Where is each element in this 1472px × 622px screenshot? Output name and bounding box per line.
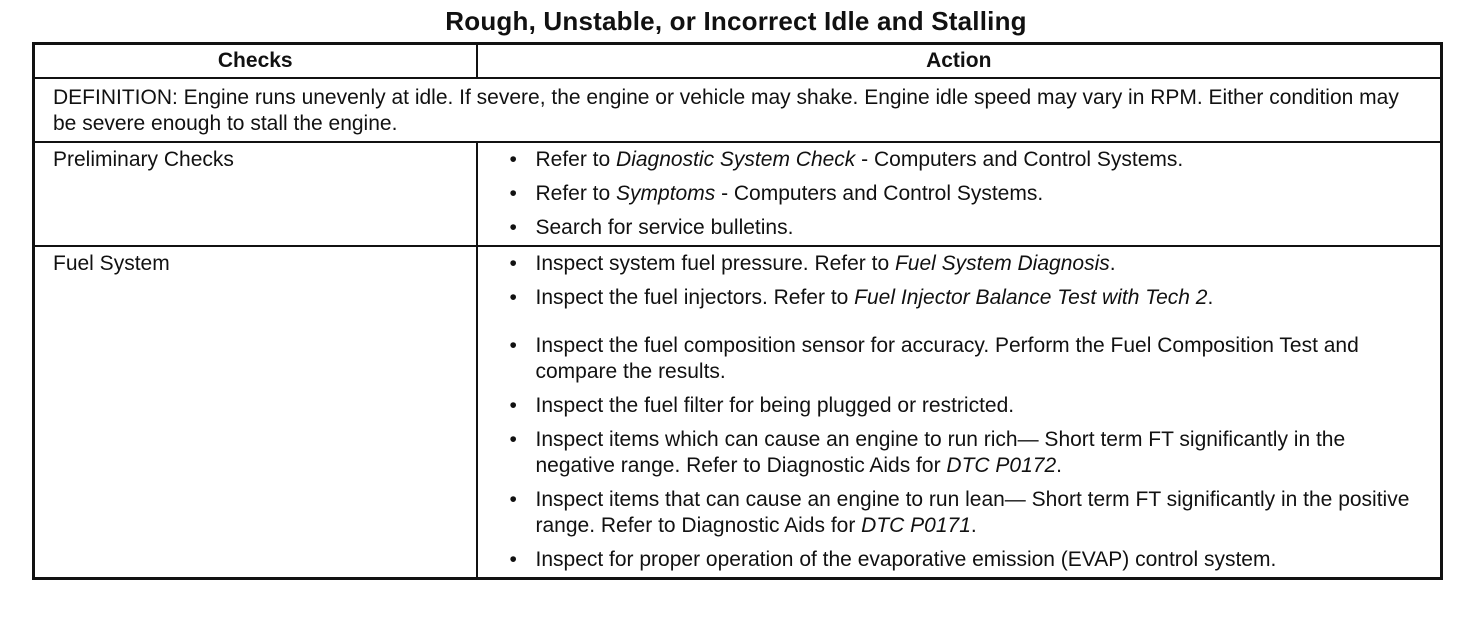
- action-text: Inspect system fuel pressure. Refer to: [535, 252, 895, 275]
- action-list: [510, 147, 1427, 241]
- definition-text: DEFINITION: Engine runs unevenly at idle. If severe, the engine or vehicle may shake. Engine idle speed may vary in RPM. Either condition may be severe enough to stall the engine.: [34, 78, 1442, 142]
- action-text-suffix: - Computers and Control Systems.: [855, 148, 1184, 171]
- bullet-icon: •: [509, 252, 517, 275]
- list-item: [510, 393, 1427, 419]
- action-text: Inspect items which can cause an engine to run rich— Short term FT significantly in the negative range. Refer to Diagnostic Aids for: [535, 428, 1346, 477]
- list-item: [510, 215, 1427, 241]
- action-reference: Symptoms: [616, 182, 716, 205]
- action-text-suffix: - Computers and Control Systems.: [715, 182, 1044, 205]
- check-name: Fuel System: [34, 246, 477, 579]
- list-item: [510, 147, 1427, 173]
- action-reference: DTC P0172: [946, 454, 1057, 477]
- action-text-suffix: .: [1056, 454, 1062, 477]
- list-item: [510, 427, 1427, 479]
- table-row: [34, 246, 1442, 579]
- action-reference: Fuel System Diagnosis: [894, 252, 1110, 275]
- action-list: [510, 251, 1427, 573]
- action-reference: Diagnostic System Check: [616, 148, 856, 171]
- bullet-icon: •: [509, 548, 517, 571]
- action-reference: Fuel Injector Balance Test with Tech 2: [854, 286, 1208, 309]
- action-cell: [477, 142, 1442, 246]
- bullet-icon: •: [509, 334, 517, 357]
- list-item: [510, 547, 1427, 573]
- list-item: [510, 181, 1427, 207]
- action-reference: DTC P0171: [861, 514, 971, 537]
- table-row: [34, 142, 1442, 246]
- action-text: Search for service bulletins.: [535, 216, 794, 239]
- bullet-icon: •: [509, 428, 517, 451]
- bullet-icon: •: [509, 148, 517, 171]
- action-text-suffix: .: [970, 514, 977, 537]
- action-text-suffix: .: [1109, 252, 1116, 275]
- diagnostic-table: [32, 42, 1443, 580]
- bullet-icon: •: [509, 488, 517, 511]
- column-header-checks: Checks: [34, 44, 477, 79]
- action-text: Refer to: [535, 182, 617, 205]
- list-item: [510, 251, 1427, 277]
- page-title: Rough, Unstable, or Incorrect Idle and Stalling: [445, 6, 1027, 36]
- action-text: Refer to: [535, 148, 617, 171]
- list-item: [510, 487, 1427, 539]
- action-text-suffix: .: [1207, 286, 1214, 309]
- action-text: Inspect the fuel injectors. Refer to: [535, 286, 855, 309]
- action-text: Inspect the fuel filter for being plugged or restricted.: [535, 394, 1015, 417]
- action-cell: [477, 246, 1442, 579]
- action-text: Inspect items that can cause an engine to run lean— Short term FT significantly in the positive range. Refer to Diagnostic Aids for: [535, 488, 1410, 537]
- check-name: Preliminary Checks: [34, 142, 477, 246]
- header-row: [34, 44, 1442, 79]
- definition-row: [34, 78, 1442, 142]
- column-header-action: Action: [477, 44, 1442, 79]
- bullet-icon: •: [509, 286, 517, 309]
- bullet-icon: •: [509, 216, 517, 239]
- bullet-icon: •: [509, 394, 517, 417]
- list-item: [510, 285, 1427, 311]
- list-item: [510, 333, 1427, 385]
- action-text: Inspect the fuel composition sensor for accuracy. Perform the Fuel Composition Test and compare the results.: [535, 334, 1359, 383]
- bullet-icon: •: [509, 182, 517, 205]
- action-text: Inspect for proper operation of the evaporative emission (EVAP) control system.: [535, 548, 1277, 571]
